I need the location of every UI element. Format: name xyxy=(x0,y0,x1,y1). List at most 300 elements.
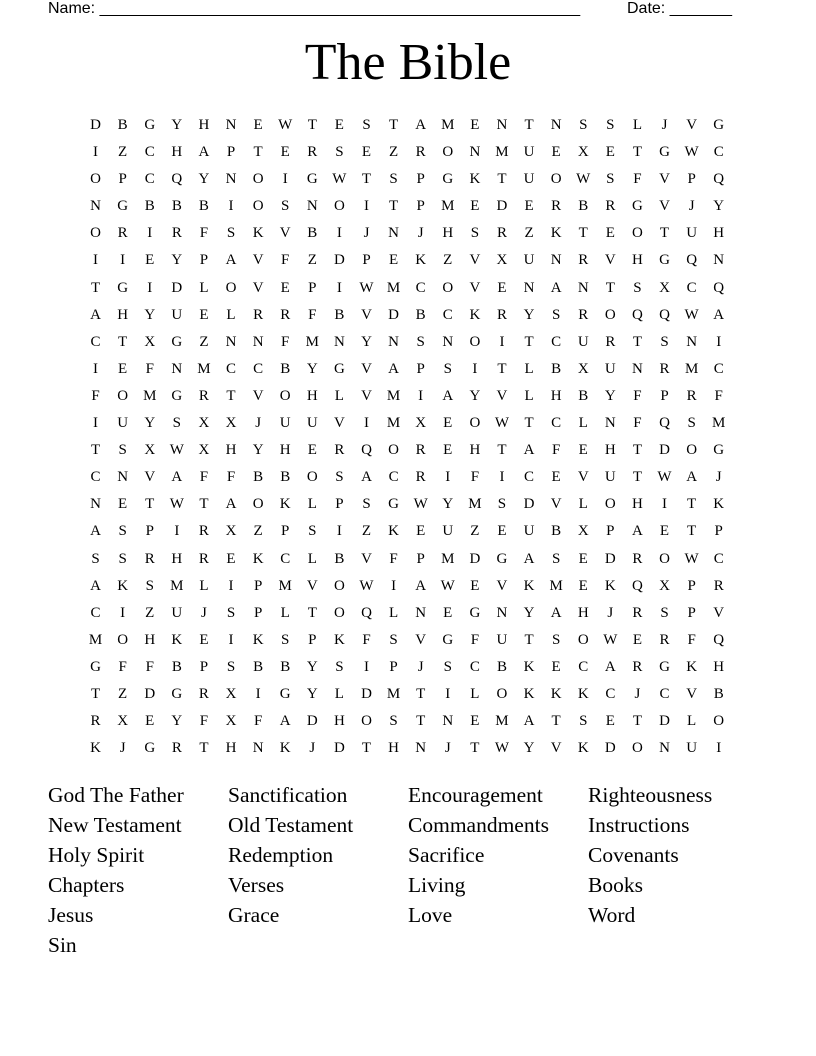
grid-letter[interactable]: J xyxy=(417,658,424,675)
grid-letter[interactable]: V xyxy=(361,550,372,567)
grid-letter[interactable]: Q xyxy=(686,252,698,269)
grid-letter[interactable]: H xyxy=(333,713,345,730)
grid-letter[interactable]: S xyxy=(660,604,669,621)
grid-letter[interactable]: A xyxy=(225,252,237,269)
grid-letter[interactable]: B xyxy=(578,198,589,215)
grid-letter[interactable]: R xyxy=(551,198,562,215)
grid-letter[interactable]: H xyxy=(577,604,589,621)
grid-letter[interactable]: I xyxy=(336,279,342,296)
grid-letter[interactable]: I xyxy=(120,252,126,269)
grid-letter[interactable]: C xyxy=(226,360,237,377)
grid-letter[interactable]: F xyxy=(633,415,642,432)
grid-letter[interactable]: X xyxy=(198,442,210,459)
grid-letter[interactable]: U xyxy=(117,415,129,432)
grid-letter[interactable]: W xyxy=(413,496,428,513)
grid-letter[interactable]: Z xyxy=(118,144,128,161)
grid-letter[interactable]: V xyxy=(686,685,698,702)
grid-letter[interactable]: G xyxy=(659,658,670,675)
grid-letter[interactable]: O xyxy=(632,740,643,757)
grid-letter[interactable]: O xyxy=(632,225,643,242)
grid-letter[interactable]: I xyxy=(662,496,668,513)
grid-letter[interactable]: Z xyxy=(443,252,453,269)
grid-letter[interactable]: K xyxy=(604,577,616,594)
grid-letter[interactable]: S xyxy=(633,279,642,296)
grid-letter[interactable]: M xyxy=(495,144,509,161)
grid-letter[interactable]: Y xyxy=(171,252,183,269)
grid-letter[interactable]: L xyxy=(524,387,534,404)
grid-letter[interactable]: K xyxy=(713,496,725,513)
grid-letter[interactable]: M xyxy=(386,685,401,702)
grid-letter[interactable]: W xyxy=(169,442,184,459)
grid-letter[interactable]: R xyxy=(496,306,507,323)
grid-letter[interactable]: B xyxy=(578,387,589,404)
grid-letter[interactable]: S xyxy=(226,604,236,621)
grid-letter[interactable]: F xyxy=(470,469,480,486)
grid-letter[interactable]: G xyxy=(171,685,183,702)
grid-letter[interactable]: K xyxy=(577,740,589,757)
grid-letter[interactable]: L xyxy=(470,685,480,702)
grid-letter[interactable]: H xyxy=(306,387,318,404)
grid-letter[interactable]: Q xyxy=(171,171,183,188)
grid-letter[interactable]: S xyxy=(551,631,561,648)
grid-letter[interactable]: M xyxy=(386,415,401,432)
grid-letter[interactable]: V xyxy=(659,171,670,188)
grid-letter[interactable]: F xyxy=(470,631,480,648)
grid-letter[interactable]: P xyxy=(714,523,723,540)
grid-letter[interactable]: N xyxy=(442,333,454,350)
grid-letter[interactable]: T xyxy=(361,171,372,188)
grid-letter[interactable]: A xyxy=(604,658,616,675)
grid-letter[interactable]: B xyxy=(334,550,345,567)
grid-letter[interactable]: O xyxy=(577,631,589,648)
grid-letter[interactable]: Z xyxy=(470,523,480,540)
grid-letter[interactable]: I xyxy=(174,523,180,540)
grid-letter[interactable]: R xyxy=(605,333,616,350)
grid-letter[interactable]: E xyxy=(226,550,236,567)
grid-letter[interactable]: E xyxy=(605,144,615,161)
grid-letter[interactable]: D xyxy=(496,198,508,215)
grid-letter[interactable]: S xyxy=(91,550,100,567)
grid-letter[interactable]: T xyxy=(497,171,507,188)
grid-letter[interactable]: U xyxy=(604,469,616,486)
grid-letter[interactable]: M xyxy=(170,577,184,594)
grid-letter[interactable]: L xyxy=(199,577,209,594)
grid-letter[interactable]: S xyxy=(226,225,236,242)
grid-letter[interactable]: C xyxy=(90,333,101,350)
grid-letter[interactable]: E xyxy=(307,442,317,459)
grid-letter[interactable]: U xyxy=(523,523,535,540)
grid-letter[interactable]: W xyxy=(684,306,699,323)
grid-letter[interactable]: N xyxy=(523,279,535,296)
grid-letter[interactable]: X xyxy=(577,523,589,540)
grid-letter[interactable]: T xyxy=(687,496,697,513)
grid-letter[interactable]: V xyxy=(713,604,725,621)
grid-letter[interactable]: Y xyxy=(144,306,156,323)
grid-letter[interactable]: J xyxy=(715,469,722,486)
grid-letter[interactable]: V xyxy=(144,469,156,486)
grid-letter[interactable]: E xyxy=(199,631,209,648)
grid-letter[interactable]: G xyxy=(117,279,129,296)
grid-letter[interactable]: O xyxy=(388,442,399,459)
grid-letter[interactable]: U xyxy=(686,225,698,242)
grid-letter[interactable]: H xyxy=(225,740,237,757)
grid-letter[interactable]: V xyxy=(333,415,345,432)
grid-letter[interactable]: A xyxy=(90,577,101,594)
grid-letter[interactable]: O xyxy=(686,442,698,459)
grid-letter[interactable]: S xyxy=(335,469,344,486)
grid-letter[interactable]: F xyxy=(199,225,209,242)
grid-letter[interactable]: R xyxy=(496,225,507,242)
grid-letter[interactable]: E xyxy=(497,279,507,296)
grid-letter[interactable]: P xyxy=(335,496,344,513)
grid-letter[interactable]: I xyxy=(445,685,451,702)
grid-letter[interactable]: R xyxy=(117,225,128,242)
grid-letter[interactable]: V xyxy=(415,631,427,648)
grid-letter[interactable]: N xyxy=(252,740,264,757)
grid-letter[interactable]: E xyxy=(524,198,534,215)
grid-letter[interactable]: V xyxy=(252,252,264,269)
grid-letter[interactable]: T xyxy=(199,496,209,513)
grid-letter[interactable]: A xyxy=(550,604,562,621)
grid-letter[interactable]: T xyxy=(145,496,155,513)
grid-letter[interactable]: T xyxy=(416,713,426,730)
grid-letter[interactable]: A xyxy=(415,117,427,133)
grid-letter[interactable]: C xyxy=(442,306,453,323)
grid-letter[interactable]: R xyxy=(334,442,345,459)
grid-letter[interactable]: H xyxy=(225,442,237,459)
grid-letter[interactable]: C xyxy=(551,415,562,432)
grid-letter[interactable]: N xyxy=(225,333,237,350)
grid-letter[interactable]: E xyxy=(443,415,453,432)
grid-letter[interactable]: U xyxy=(171,604,183,621)
grid-letter[interactable]: X xyxy=(496,252,508,269)
grid-letter[interactable]: A xyxy=(279,713,291,730)
grid-letter[interactable]: O xyxy=(469,333,481,350)
grid-letter[interactable]: X xyxy=(225,415,237,432)
grid-letter[interactable]: G xyxy=(279,685,291,702)
grid-letter[interactable]: P xyxy=(687,171,696,188)
grid-letter[interactable]: C xyxy=(605,685,616,702)
grid-letter[interactable]: U xyxy=(523,252,535,269)
grid-letter[interactable]: B xyxy=(280,469,291,486)
grid-letter[interactable]: E xyxy=(470,713,480,730)
grid-letter[interactable]: S xyxy=(606,117,615,133)
grid-letter[interactable]: E xyxy=(659,523,670,540)
grid-letter[interactable]: E xyxy=(253,117,263,133)
grid-letter[interactable]: P xyxy=(606,523,615,540)
grid-letter[interactable]: S xyxy=(687,415,696,432)
grid-letter[interactable]: G xyxy=(388,496,399,513)
grid-letter[interactable]: G xyxy=(306,171,318,188)
grid-letter[interactable]: F xyxy=(199,713,209,730)
grid-letter[interactable]: C xyxy=(144,144,155,161)
grid-letter[interactable]: P xyxy=(226,144,236,161)
grid-letter[interactable]: T xyxy=(632,469,642,486)
grid-letter[interactable]: O xyxy=(604,496,616,513)
grid-letter[interactable]: V xyxy=(550,496,562,513)
grid-letter[interactable]: J xyxy=(255,415,262,432)
grid-letter[interactable]: X xyxy=(198,415,210,432)
grid-letter[interactable]: T xyxy=(253,144,263,161)
grid-letter[interactable]: E xyxy=(145,252,155,269)
grid-letter[interactable]: H xyxy=(632,496,643,513)
grid-letter[interactable]: G xyxy=(713,117,725,133)
grid-letter[interactable]: E xyxy=(118,496,128,513)
grid-letter[interactable]: L xyxy=(280,604,290,621)
grid-letter[interactable]: M xyxy=(441,117,455,133)
grid-letter[interactable]: A xyxy=(90,306,101,323)
grid-letter[interactable]: Y xyxy=(442,496,454,513)
grid-letter[interactable]: O xyxy=(252,496,264,513)
grid-letter[interactable]: T xyxy=(524,415,534,432)
grid-letter[interactable]: J xyxy=(363,225,370,242)
grid-letter[interactable]: L xyxy=(307,496,317,513)
grid-letter[interactable]: K xyxy=(388,523,399,540)
grid-letter[interactable]: B xyxy=(117,117,128,133)
grid-letter[interactable]: G xyxy=(659,144,670,161)
grid-letter[interactable]: Y xyxy=(306,658,318,675)
grid-letter[interactable]: Y xyxy=(144,415,156,432)
grid-letter[interactable]: R xyxy=(253,306,264,323)
grid-letter[interactable]: M xyxy=(386,387,401,404)
grid-letter[interactable]: Q xyxy=(713,171,725,188)
grid-letter[interactable]: R xyxy=(171,740,182,757)
grid-letter[interactable]: T xyxy=(632,144,642,161)
grid-letter[interactable]: O xyxy=(117,631,129,648)
grid-letter[interactable]: L xyxy=(578,415,588,432)
grid-letter[interactable]: R xyxy=(171,225,182,242)
grid-letter[interactable]: S xyxy=(579,713,588,730)
grid-letter[interactable]: P xyxy=(416,171,425,188)
grid-letter[interactable]: W xyxy=(440,577,455,594)
grid-letter[interactable]: B xyxy=(144,198,155,215)
grid-letter[interactable]: R xyxy=(578,306,589,323)
grid-letter[interactable]: G xyxy=(442,631,454,648)
grid-letter[interactable]: J xyxy=(634,685,641,702)
grid-letter[interactable]: Z xyxy=(199,333,209,350)
grid-letter[interactable]: N xyxy=(90,198,101,215)
grid-letter[interactable]: Z xyxy=(524,225,534,242)
grid-letter[interactable]: H xyxy=(713,658,725,675)
grid-letter[interactable]: J xyxy=(444,740,451,757)
grid-letter[interactable]: N xyxy=(333,333,345,350)
grid-letter[interactable]: K xyxy=(523,685,535,702)
grid-letter[interactable]: I xyxy=(499,333,505,350)
grid-letter[interactable]: F xyxy=(226,469,236,486)
grid-letter[interactable]: U xyxy=(604,360,616,377)
grid-letter[interactable]: H xyxy=(469,442,481,459)
grid-letter[interactable]: N xyxy=(686,333,698,350)
grid-letter[interactable]: S xyxy=(172,415,181,432)
grid-letter[interactable]: R xyxy=(578,252,589,269)
grid-letter[interactable]: X xyxy=(415,415,427,432)
grid-letter[interactable]: M xyxy=(549,577,563,594)
grid-letter[interactable]: U xyxy=(523,144,535,161)
grid-letter[interactable]: F xyxy=(362,631,371,648)
grid-letter[interactable]: W xyxy=(359,279,374,296)
grid-letter[interactable]: I xyxy=(363,415,369,432)
grid-letter[interactable]: E xyxy=(605,225,615,242)
grid-letter[interactable]: G xyxy=(90,658,101,675)
grid-letter[interactable]: F xyxy=(199,469,209,486)
grid-letter[interactable]: H xyxy=(279,442,291,459)
grid-letter[interactable]: E xyxy=(578,577,588,594)
grid-letter[interactable]: P xyxy=(253,604,263,621)
grid-letter[interactable]: U xyxy=(171,306,183,323)
grid-letter[interactable]: S xyxy=(335,658,344,675)
grid-letter[interactable]: K xyxy=(333,631,345,648)
grid-letter[interactable]: P xyxy=(199,658,209,675)
grid-letter[interactable]: X xyxy=(659,577,670,594)
grid-letter[interactable]: X xyxy=(117,713,129,730)
grid-letter[interactable]: O xyxy=(90,225,101,242)
grid-letter[interactable]: A xyxy=(632,523,643,540)
grid-letter[interactable]: E xyxy=(578,550,588,567)
grid-letter[interactable]: G xyxy=(496,550,508,567)
grid-letter[interactable]: V xyxy=(469,279,481,296)
grid-letter[interactable]: O xyxy=(333,198,345,215)
grid-letter[interactable]: R xyxy=(713,577,724,594)
grid-letter[interactable]: K xyxy=(469,171,481,188)
grid-letter[interactable]: N xyxy=(469,144,481,161)
grid-letter[interactable]: H xyxy=(171,550,183,567)
grid-letter[interactable]: L xyxy=(334,387,344,404)
grid-letter[interactable]: V xyxy=(361,387,372,404)
grid-letter[interactable]: Q xyxy=(361,604,372,621)
grid-letter[interactable]: G xyxy=(171,387,183,404)
grid-letter[interactable]: H xyxy=(604,442,616,459)
grid-letter[interactable]: V xyxy=(252,387,264,404)
grid-letter[interactable]: N xyxy=(550,252,562,269)
grid-letter[interactable]: T xyxy=(687,523,697,540)
grid-letter[interactable]: G xyxy=(333,360,345,377)
grid-letter[interactable]: R xyxy=(415,442,426,459)
grid-letter[interactable]: F xyxy=(281,333,290,350)
grid-letter[interactable]: F xyxy=(551,442,561,459)
grid-letter[interactable]: U xyxy=(577,333,589,350)
grid-letter[interactable]: O xyxy=(361,713,372,730)
grid-letter[interactable]: T xyxy=(497,360,507,377)
grid-letter[interactable]: Q xyxy=(659,415,670,432)
grid-letter[interactable]: C xyxy=(578,658,589,675)
grid-letter[interactable]: X xyxy=(577,360,589,377)
grid-letter[interactable]: A xyxy=(523,442,535,459)
grid-letter[interactable]: X xyxy=(577,144,589,161)
grid-letter[interactable]: R xyxy=(632,550,643,567)
grid-letter[interactable]: K xyxy=(171,631,183,648)
grid-letter[interactable]: M xyxy=(305,333,319,350)
grid-letter[interactable]: T xyxy=(632,333,642,350)
grid-letter[interactable]: T xyxy=(578,225,588,242)
grid-letter[interactable]: N xyxy=(415,604,427,621)
grid-letter[interactable]: R xyxy=(686,387,697,404)
grid-letter[interactable]: C xyxy=(90,604,101,621)
grid-letter[interactable]: Y xyxy=(198,171,210,188)
grid-letter[interactable]: J xyxy=(607,604,614,621)
grid-letter[interactable]: I xyxy=(716,740,722,757)
grid-letter[interactable]: I xyxy=(445,469,451,486)
grid-letter[interactable]: D xyxy=(333,252,345,269)
grid-letter[interactable]: T xyxy=(416,685,426,702)
grid-letter[interactable]: E xyxy=(551,658,561,675)
grid-letter[interactable]: C xyxy=(551,333,562,350)
grid-letter[interactable]: Y xyxy=(171,117,183,133)
grid-letter[interactable]: K xyxy=(279,740,291,757)
grid-letter[interactable]: F xyxy=(308,306,317,323)
grid-letter[interactable]: I xyxy=(120,604,126,621)
grid-letter[interactable]: N xyxy=(604,415,616,432)
grid-letter[interactable]: N xyxy=(713,252,725,269)
grid-letter[interactable]: I xyxy=(282,171,288,188)
grid-letter[interactable]: T xyxy=(388,117,399,133)
grid-letter[interactable]: V xyxy=(550,740,562,757)
grid-letter[interactable]: R xyxy=(659,360,670,377)
grid-letter[interactable]: S xyxy=(226,658,236,675)
grid-letter[interactable]: M xyxy=(88,631,103,648)
grid-letter[interactable]: L xyxy=(388,604,399,621)
grid-letter[interactable]: R xyxy=(307,144,318,161)
grid-letter[interactable]: G xyxy=(442,171,454,188)
grid-letter[interactable]: I xyxy=(147,279,153,296)
grid-letter[interactable]: Z xyxy=(361,523,372,540)
grid-letter[interactable]: O xyxy=(442,144,454,161)
grid-letter[interactable]: N xyxy=(632,360,643,377)
grid-letter[interactable]: Z xyxy=(118,685,128,702)
grid-letter[interactable]: V xyxy=(361,306,372,323)
grid-letter[interactable]: O xyxy=(333,577,345,594)
grid-letter[interactable]: E xyxy=(334,117,344,133)
grid-letter[interactable]: F xyxy=(714,387,723,404)
grid-letter[interactable]: V xyxy=(686,117,698,133)
grid-letter[interactable]: R xyxy=(198,550,209,567)
grid-letter[interactable]: M xyxy=(197,360,211,377)
grid-letter[interactable]: E xyxy=(388,252,399,269)
grid-letter[interactable]: F xyxy=(633,387,642,404)
grid-letter[interactable]: K xyxy=(252,550,264,567)
grid-letter[interactable]: W xyxy=(684,550,699,567)
grid-letter[interactable]: U xyxy=(686,740,698,757)
grid-letter[interactable]: S xyxy=(389,631,398,648)
grid-letter[interactable]: K xyxy=(415,252,427,269)
grid-letter[interactable]: D xyxy=(659,442,670,459)
grid-letter[interactable]: F xyxy=(91,387,100,404)
grid-letter[interactable]: I xyxy=(228,577,234,594)
grid-letter[interactable]: A xyxy=(225,496,237,513)
grid-letter[interactable]: F xyxy=(389,550,398,567)
grid-letter[interactable]: I xyxy=(418,387,424,404)
grid-letter[interactable]: B xyxy=(253,658,264,675)
grid-letter[interactable]: C xyxy=(713,550,724,567)
grid-letter[interactable]: T xyxy=(470,740,480,757)
grid-letter[interactable]: C xyxy=(524,469,535,486)
grid-letter[interactable]: S xyxy=(335,144,344,161)
grid-letter[interactable]: O xyxy=(333,604,345,621)
grid-letter[interactable]: Y xyxy=(713,198,725,215)
grid-letter[interactable]: M xyxy=(441,550,455,567)
grid-letter[interactable]: Y xyxy=(306,685,318,702)
grid-letter[interactable]: E xyxy=(145,713,155,730)
grid-letter[interactable]: S xyxy=(118,442,127,459)
grid-letter[interactable]: E xyxy=(416,523,426,540)
grid-letter[interactable]: U xyxy=(496,631,508,648)
grid-letter[interactable]: N xyxy=(496,604,508,621)
grid-letter[interactable]: D xyxy=(90,117,101,133)
grid-letter[interactable]: W xyxy=(278,117,293,133)
grid-letter[interactable]: D xyxy=(523,496,535,513)
grid-letter[interactable]: R xyxy=(198,685,209,702)
grid-letter[interactable]: F xyxy=(253,713,263,730)
grid-letter[interactable]: K xyxy=(469,306,481,323)
